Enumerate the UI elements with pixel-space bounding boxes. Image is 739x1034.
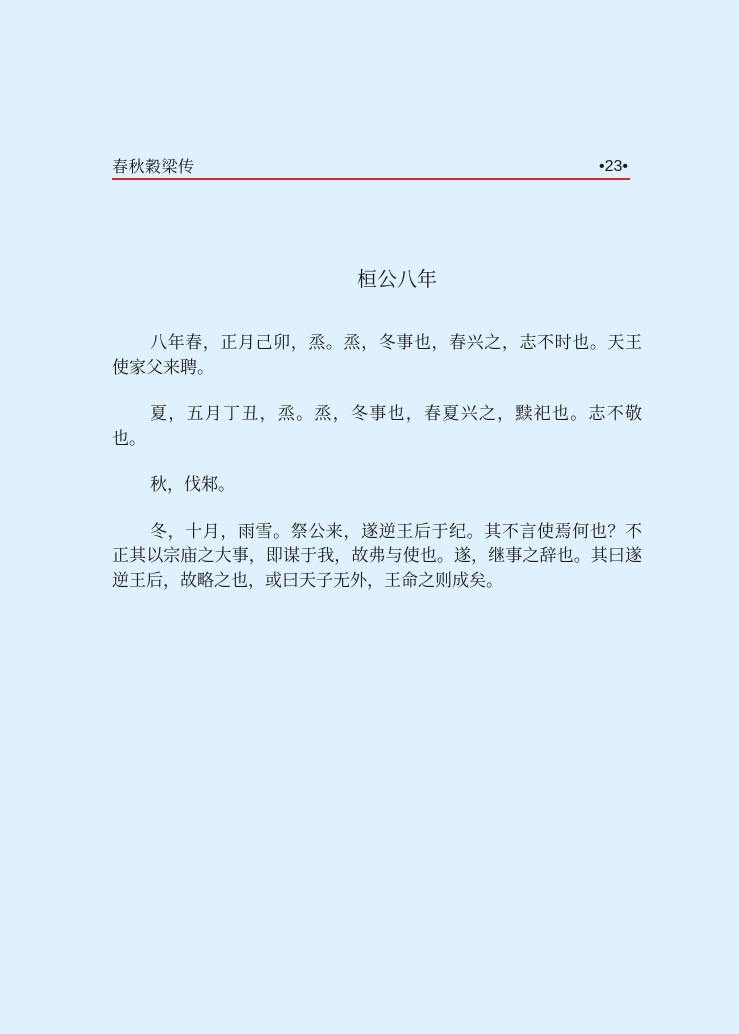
chapter-title: 桓公八年 [357, 267, 437, 291]
paragraph-spring: 八年春，正月己卯，烝。烝，冬事也，春兴之，志不时也。天王使家父来聘。 [112, 333, 642, 378]
book-title: 春秋穀梁传 [112, 157, 195, 176]
running-header [112, 156, 630, 180]
paragraph-winter: 冬，十月，雨雪。祭公来，遂逆王后于纪。其不言使焉何也？不正其以宗庙之大事，即谋于我，故弗与使也。遂，继事之辞也。其曰遂逆王后，故略之也，或曰天子无外，王命之则成矣。 [112, 521, 642, 591]
page-number: •23• [599, 158, 628, 175]
chapter-body [112, 331, 642, 615]
paragraph-summer: 夏，五月丁丑，烝。烝，冬事也，春夏兴之，黩祀也。志不敬也。 [112, 404, 642, 449]
paragraph-autumn: 秋，伐邾。 [150, 475, 235, 495]
